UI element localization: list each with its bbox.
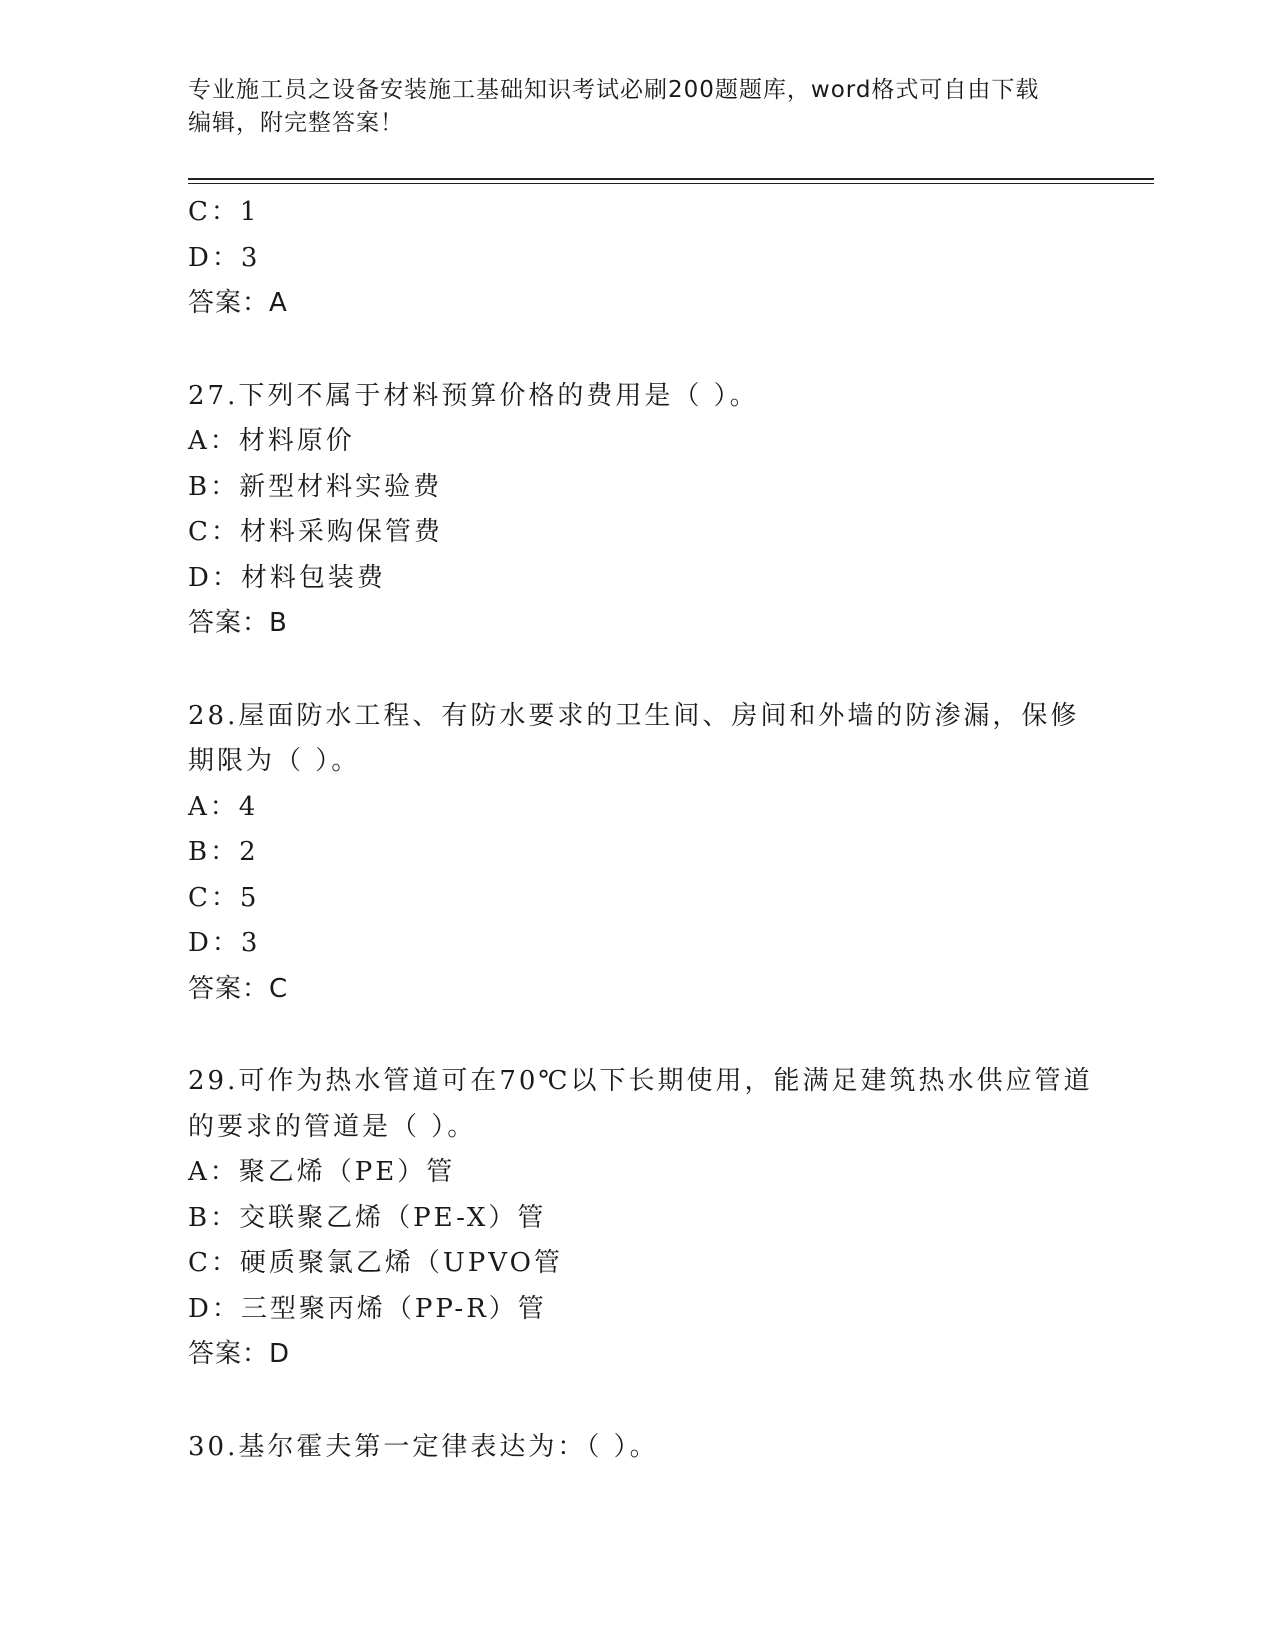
document-header: [188, 74, 1088, 140]
answer-line: 答案：C: [188, 973, 289, 1004]
question-28: [188, 694, 1088, 1013]
question-30: [188, 1425, 1088, 1471]
option-d: D：3: [188, 242, 261, 273]
answer-line: 答案：D: [188, 1339, 291, 1369]
header-line-2: 编辑，附完整答案！: [188, 110, 404, 136]
option-c: C：1: [188, 197, 260, 227]
carryover-block: [188, 190, 1088, 327]
header-line-1: 专业施工员之设备安装施工基础知识考试必刷200题题库，word格式可自由下载: [188, 77, 1040, 103]
answer-line: 答案：A: [188, 288, 288, 318]
option-d: D：材料包装费: [188, 562, 386, 593]
question-list: [188, 190, 1093, 1470]
question-stem: 27.下列不属于材料预算价格的费用是（ ）。: [188, 380, 759, 411]
option-b: B：新型材料实验费: [188, 471, 443, 502]
option-c: C：材料采购保管费: [188, 517, 443, 547]
option-a: A：聚乙烯（PE）管: [188, 1157, 456, 1187]
option-b: B：2: [188, 837, 259, 867]
option-b: B：交联聚乙烯（PE-X）管: [188, 1202, 547, 1233]
option-d: D：3: [188, 928, 261, 958]
question-stem-line-2: 期限为（ ）。: [188, 746, 361, 776]
question-stem-line-1: 29.可作为热水管道可在70℃以下长期使用，能满足建筑热水供应管道: [188, 1066, 1093, 1096]
question-stem-line-2: 的要求的管道是（ ）。: [188, 1111, 477, 1142]
option-a: A：材料原价: [188, 426, 355, 456]
header-rule-thin: [188, 183, 1154, 184]
question-stem-line-1: 28.屋面防水工程、有防水要求的卫生间、房间和外墙的防渗漏，保修: [188, 700, 1080, 731]
question-27: [188, 374, 1088, 647]
header-rule-thick: [188, 178, 1154, 180]
option-a: A：4: [188, 791, 259, 822]
option-d: D：三型聚丙烯（PP-R）管: [188, 1293, 547, 1324]
option-c: C：硬质聚氯乙烯（UPVO管: [188, 1248, 563, 1278]
answer-line: 答案：B: [188, 608, 288, 638]
option-c: C：5: [188, 882, 260, 913]
question-stem: 30.基尔霍夫第一定律表达为：（ ）。: [188, 1431, 659, 1462]
question-29: [188, 1059, 1093, 1378]
